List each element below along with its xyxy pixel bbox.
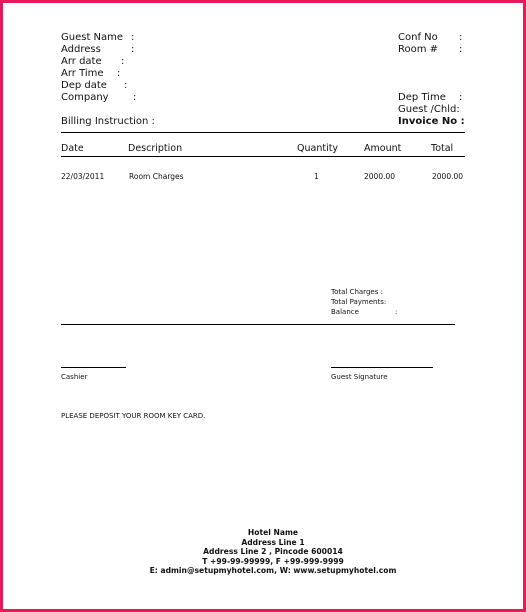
header-rule [61, 132, 465, 133]
hotel-contact: E: admin@setupmyhotel.com, W: www.setupmyhotel.com [149, 566, 397, 576]
guest-name-colon: : [131, 32, 135, 43]
dep-date-label: Dep date [61, 80, 107, 91]
company-colon: : [133, 92, 137, 103]
col-amount: Amount [364, 143, 402, 154]
summary-rule [61, 324, 455, 325]
conf-no-colon: : [459, 32, 463, 43]
row-description: Room Charges [129, 172, 184, 181]
arr-time-label: Arr Time [61, 68, 104, 79]
row-total: 2000.00 [432, 172, 464, 181]
room-number-label: Room # [398, 44, 439, 55]
guest-signature-label: Guest Signature [331, 373, 388, 381]
conf-no-label: Conf No [398, 32, 438, 43]
dep-date-colon: : [124, 80, 128, 91]
balance-colon: : [395, 308, 398, 316]
hotel-name: Hotel Name [247, 528, 299, 537]
hotel-address-line2: Address Line 2 , Pincode 600014 [203, 547, 343, 557]
guest-signature-line [331, 367, 433, 368]
room-number-colon: : [459, 44, 463, 55]
invoice-no-label: Invoice No : [398, 116, 465, 127]
guest-child-label: Guest /Chld: [398, 104, 460, 115]
arr-date-label: Arr date [61, 56, 102, 67]
hotel-footer [0, 528, 526, 576]
row-quantity: 1 [314, 172, 319, 181]
col-total: Total [431, 143, 454, 154]
col-description: Description [128, 143, 183, 154]
total-payments-label: Total Payments: [331, 298, 387, 306]
table-header-rule [61, 156, 465, 157]
col-quantity: Quantity [297, 143, 339, 154]
hotel-address-line1: Address Line 1 [241, 537, 305, 547]
row-date: 22/03/2011 [61, 172, 105, 181]
cashier-label: Cashier [61, 373, 88, 381]
guest-name-label: Guest Name [61, 32, 124, 43]
col-date: Date [61, 143, 84, 154]
address-label: Address [61, 44, 101, 55]
dep-time-colon: : [459, 92, 463, 103]
balance-label: Balance [331, 308, 359, 316]
dep-time-label: Dep Time [398, 92, 446, 103]
billing-instruction-label: Billing Instruction : [61, 116, 155, 127]
deposit-notice: PLEASE DEPOSIT YOUR ROOM KEY CARD. [61, 412, 206, 420]
row-amount: 2000.00 [364, 172, 396, 181]
cashier-signature-line [61, 367, 126, 368]
company-label: Company [61, 92, 109, 103]
hotel-phone: T +99-99-99999, F +99-999-9999 [202, 556, 344, 566]
total-charges-label: Total Charges : [331, 288, 383, 296]
arr-time-colon: : [117, 68, 121, 79]
arr-date-colon: : [121, 56, 125, 67]
address-colon: : [131, 44, 135, 55]
